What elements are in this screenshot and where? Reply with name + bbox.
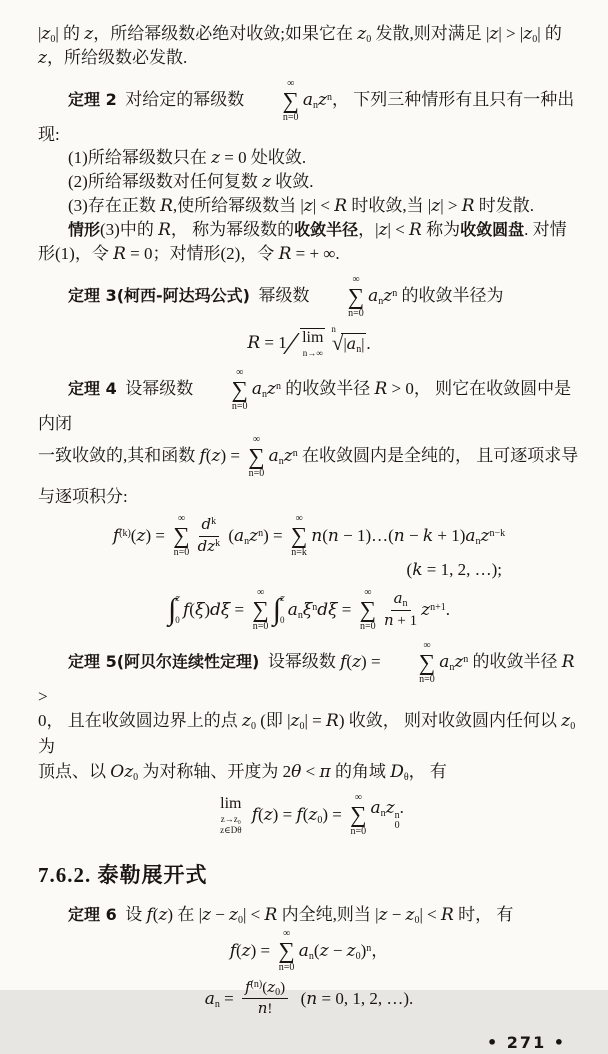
summation-symbol: ∞ ∑ n=0 (418, 640, 436, 685)
theorem-2-tail: $a_nz^n$， 下列三种情形有且只有一种出现: (38, 89, 575, 144)
formula-termwise-integral: ∫ z 0 f(ξ)dξ = ∞ ∑ n=0 ∫ z 0 $a_n\xi^nd\xi$ = ∞ ∑ n=0 $\frac{a_n}{n + 1}$ $z^{n+1}$. (168, 587, 450, 632)
case-3-line: (3)存在正数 R,使所给幂级数当 |z| < R 时收敛,当 |z| > R 时发散. (68, 196, 535, 216)
summation-symbol: ∞ ∑ n=0 (173, 513, 190, 558)
summation-symbol: ∞ ∑ n=0 (252, 587, 269, 632)
fraction-fn-z0-nfact: $\frac{f^{(n)}(z_0)}{n!}$ (242, 979, 288, 1019)
radical-block: n √ $|a_n|$ (331, 323, 365, 355)
limsup-block: lim n→∞ (302, 329, 324, 358)
theorem-2-line (38, 79, 580, 146)
limit-block: lim z→z₀ z∈Dθ (220, 795, 242, 835)
theorem-6-line: 定理 6 设 f(z) 在 $|z - z_0| < R$ 内全纯,则当 $|z - z_0| < R$ 时， 有 (68, 905, 514, 926)
summation-symbol: ∞ ∑ n=k (290, 513, 308, 558)
formula-cauchy-hadamard: R = 1 ∕ lim n→∞ n √ $|a_n|$ . (247, 323, 371, 361)
formula-derivative-range-note: (k = 1, 2, …); (406, 560, 502, 580)
summation-symbol: ∞ ∑ n=0 (231, 367, 248, 412)
summation-symbol: ∞ ∑ n=0 (350, 792, 367, 837)
formula-taylor-coefficient: $a_n$ = $\frac{f^{(n)}(z_0)}{n!}$ (n = 0, 1, 2, …). (204, 978, 414, 1018)
theorem-4-line-1: 定理 4 设幂级数 ∞ ∑ n=0 $a_nz^n$ 的收敛半径 R > 0， 则它在收敛圆中是内闭 (38, 367, 572, 433)
summation-symbol: ∞ ∑ n=0 (347, 274, 365, 319)
summation-symbol: ∞ ∑ n=0 (248, 434, 265, 479)
fraction-dk-dzk: $\frac{d^k}{dz^k}$ (197, 515, 221, 555)
theorem-5-line-3: 顶点、以 $Oz_0$ 为对称轴、开度为 2θ < π 的角域 $D_\theta$， 有 (38, 762, 447, 783)
page-number: • 271 • (487, 1032, 566, 1052)
integral-symbol: ∫ z 0 (272, 593, 285, 626)
theorem-4-line-3: 与逐项积分: (38, 487, 128, 506)
integral-symbol: ∫ z 0 (168, 593, 180, 626)
case-2-line: (2)所给幂级数对任何复数 z 收敛. (68, 172, 314, 192)
formula-taylor-series: f(z) = ∞ ∑ n=0 $a_n(z - z_0)^n$， (229, 928, 389, 973)
formula-termwise-derivative: $f^{(k)}(z)$ = ∞ ∑ n=0 $\frac{d^k}{dz^k}$ $(a_nz^n)$ = ∞ ∑ n=k n(n − 1)…(n − $k + 1)a_nz^{n-k}$ (112, 513, 506, 558)
theorem-2-head: 定理 2 对给定的幂级数 (68, 89, 249, 109)
summation-symbol: ∞ ∑ n=0 (278, 928, 295, 973)
section-heading-taylor-expansion: 7.6.2. 泰勒展开式 (38, 863, 208, 887)
theorem-5-line-2: 0， 且在收敛圆边界上的点 $z_0$ (即 $|z_0| = R$) 收敛， 则对收敛圆内任何以 $z_0$ 为 (38, 711, 580, 756)
theorem-3-tail: $a_nz^n$ 的收敛半径为 (368, 285, 504, 307)
theorem-4-line-2: 一致收敛的,其和函数 f(z) = ∞ ∑ n=0 $a_nz^n$ 在收敛圆内是全纯的， 且可逐项求导 (38, 434, 579, 479)
fraction-an-np1: $\frac{a_n}{n + 1}$ (384, 589, 418, 629)
case-1-line: (1)所给幂级数只在 z = 0 处收敛. (68, 148, 307, 168)
theorem-5-line-1: 定理 5(阿贝尔连续性定理) 设幂级数 f(z) = ∞ ∑ n=0 $a_nz^n$ 的收敛半径 R > (38, 640, 579, 706)
summation-symbol: ∞ ∑ n=0 (359, 587, 376, 632)
paragraph-continuation-line-1: $|z_0|$ 的 z，所给幂级数必绝对收敛;如果它在 $z_0$ 发散,则对满足 $|z| > |z_0|$ 的 (38, 24, 562, 45)
theorem-3-head: 定理 3(柯西-阿达玛公式) 幂级数 (68, 285, 314, 305)
radius-definition-line-1: 情形(3)中的 R， 称为幂级数的收敛半径，|z| < R 称为收敛圆盘. 对情 (68, 220, 567, 240)
formula-abel-limit: lim z→z₀ z∈Dθ $f(z) = f(z_0)$ = ∞ ∑ n=0 $a_nz$ n 0 . (220, 792, 404, 837)
division-slash: ∕ (288, 325, 295, 361)
theorem-3-line (38, 275, 580, 319)
summation-symbol: ∞ ∑ n=0 (282, 78, 299, 123)
radius-definition-line-2: 形(1)，令 R = 0；对情形(2)，令 R = + ∞. (38, 244, 340, 264)
paragraph-continuation-line-2: z，所给级数必发散. (38, 48, 188, 68)
